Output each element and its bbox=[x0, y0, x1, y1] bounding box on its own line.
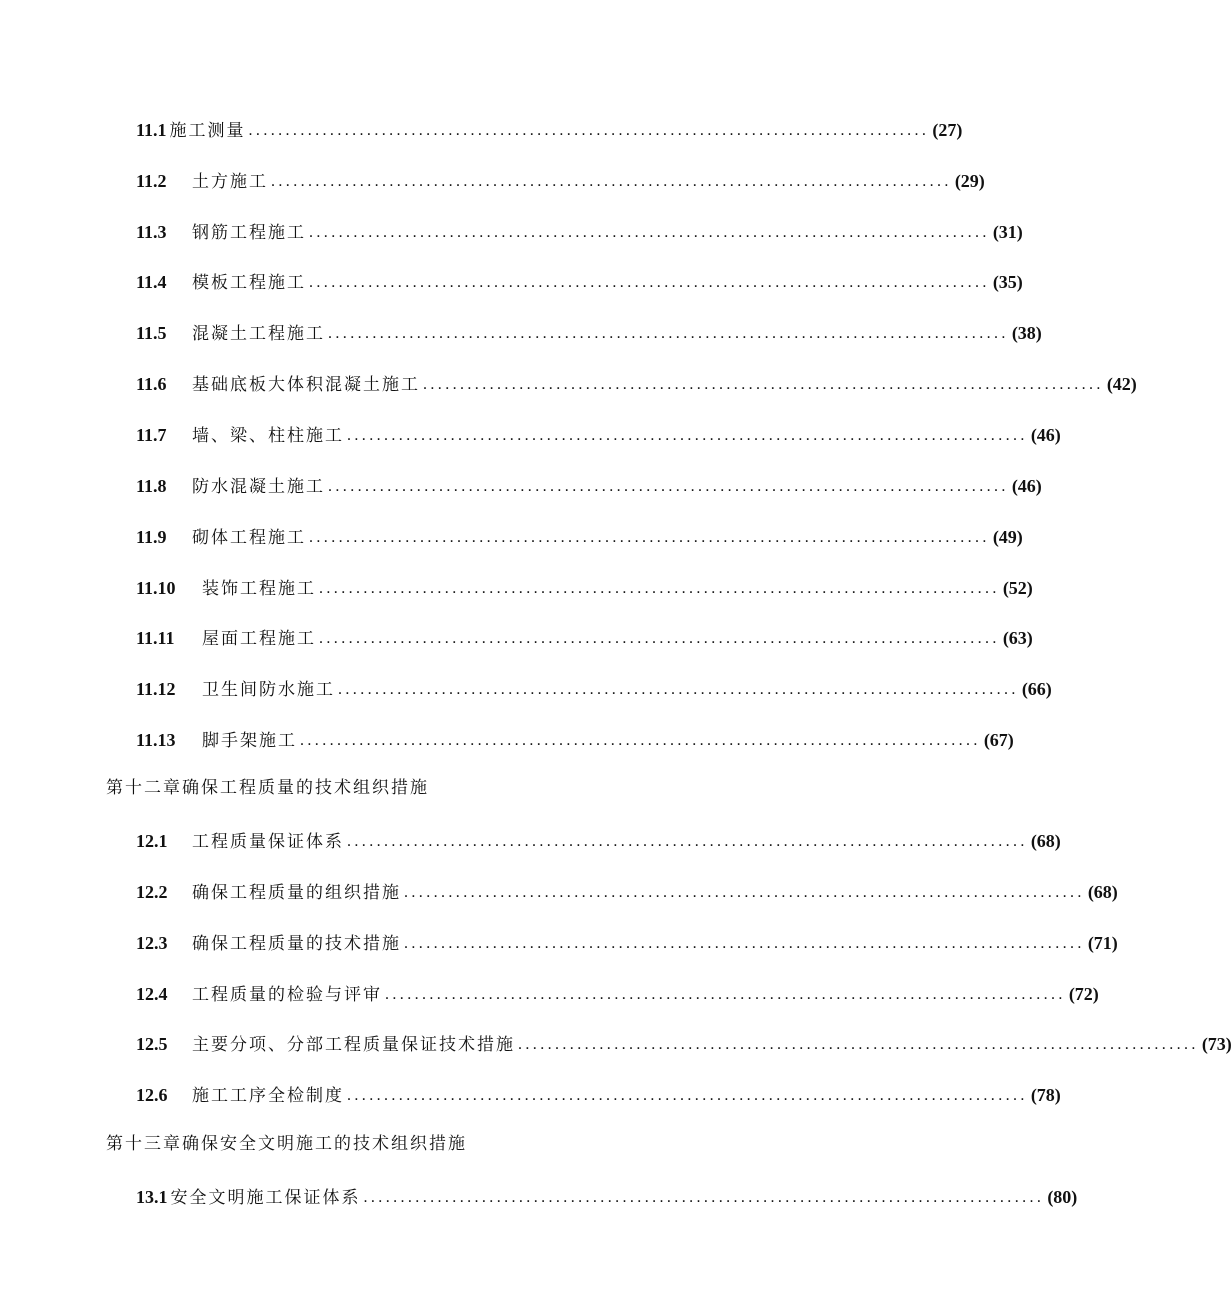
toc-entry-number: 11.13 bbox=[136, 730, 176, 750]
toc-entry-page: (71) bbox=[1087, 933, 1118, 953]
toc-entry-number: 11.6 bbox=[136, 374, 167, 394]
toc-entry[interactable] bbox=[136, 725, 1014, 751]
toc-leader-dots: ............................................................................................ bbox=[404, 884, 1085, 901]
toc-entry[interactable] bbox=[136, 1080, 1061, 1106]
toc-leader-dots: ............................................................................................ bbox=[300, 732, 981, 749]
toc-entry-number: 12.2 bbox=[136, 882, 168, 902]
toc-entry[interactable] bbox=[136, 420, 1061, 446]
toc-entry-title: 确保工程质量的组织措施 bbox=[192, 883, 401, 903]
toc-entry[interactable] bbox=[136, 318, 1042, 344]
toc-entry-number: 11.10 bbox=[136, 578, 176, 598]
toc-entry-page: (68) bbox=[1087, 882, 1118, 902]
toc-entry-title: 工程质量保证体系 bbox=[192, 832, 344, 852]
toc-leader-dots: ............................................................................................ bbox=[423, 376, 1104, 393]
toc-entry[interactable] bbox=[136, 522, 1023, 548]
toc-entry-number: 12.3 bbox=[136, 933, 168, 953]
toc-entry-page: (38) bbox=[1011, 323, 1042, 343]
toc-entry[interactable] bbox=[136, 1029, 1232, 1055]
toc-entry-title: 墙、梁、柱柱施工 bbox=[192, 426, 344, 446]
toc-entry-title: 砌体工程施工 bbox=[192, 528, 306, 548]
toc-entry[interactable] bbox=[136, 166, 985, 192]
toc-entry-title: 屋面工程施工 bbox=[202, 629, 316, 649]
toc-entry-page: (27) bbox=[932, 120, 963, 140]
toc-entry[interactable] bbox=[136, 979, 1099, 1005]
toc-entry[interactable] bbox=[136, 267, 1023, 293]
toc-leader-dots: ............................................................................................ bbox=[328, 478, 1009, 495]
toc-entry-number: 11.4 bbox=[136, 272, 167, 292]
toc-leader-dots: ............................................................................................ bbox=[363, 1189, 1045, 1206]
toc-entry-number: 11.12 bbox=[136, 679, 176, 699]
toc-entry-number: 11.5 bbox=[136, 323, 167, 343]
toc-entry-title: 安全文明施工保证体系 bbox=[170, 1188, 361, 1208]
toc-leader-dots: ............................................................................................ bbox=[347, 833, 1028, 850]
toc-entry[interactable] bbox=[136, 826, 1061, 852]
toc-entry-number: 11.11 bbox=[136, 628, 175, 648]
toc-entry-page: (49) bbox=[992, 527, 1023, 547]
toc-leader-dots: ............................................................................................ bbox=[338, 681, 1019, 698]
toc-entry-page: (42) bbox=[1106, 374, 1137, 394]
toc-entry-page: (29) bbox=[954, 171, 985, 191]
toc-entry-page: (78) bbox=[1030, 1085, 1061, 1105]
toc-entry-number: 12.1 bbox=[136, 831, 168, 851]
toc-leader-dots: ............................................................................................ bbox=[404, 935, 1085, 952]
toc-entry-page: (68) bbox=[1030, 831, 1061, 851]
toc-leader-dots: ............................................................................................ bbox=[518, 1036, 1199, 1053]
toc-entry-page: (46) bbox=[1030, 425, 1061, 445]
toc-entry-number: 11.9 bbox=[136, 527, 167, 547]
toc-leader-dots: ............................................................................................ bbox=[271, 173, 952, 190]
toc-entry-page: (31) bbox=[992, 222, 1023, 242]
toc-entry[interactable] bbox=[136, 877, 1118, 903]
toc-entry-page: (72) bbox=[1068, 984, 1099, 1004]
toc-entry-page: (46) bbox=[1011, 476, 1042, 496]
toc-entry-page: (67) bbox=[983, 730, 1014, 750]
toc-entry-page: (66) bbox=[1021, 679, 1052, 699]
toc-entry[interactable] bbox=[136, 928, 1118, 954]
toc-entry-title: 混凝土工程施工 bbox=[192, 324, 325, 344]
toc-entry-page: (35) bbox=[992, 272, 1023, 292]
toc-entry-number: 12.6 bbox=[136, 1085, 168, 1105]
toc-entry-title: 施工工序全检制度 bbox=[192, 1086, 344, 1106]
toc-leader-dots: ............................................................................................ bbox=[347, 1087, 1028, 1104]
toc-entry-number: 12.5 bbox=[136, 1034, 168, 1054]
toc-leader-dots: ............................................................................................ bbox=[319, 630, 1000, 647]
toc-entry-number: 11.2 bbox=[136, 171, 167, 191]
toc-entry-number: 11.8 bbox=[136, 476, 167, 496]
toc-entry-page: (73) bbox=[1201, 1034, 1232, 1054]
toc-entry[interactable] bbox=[136, 1182, 1078, 1208]
toc-entry-number: 11.3 bbox=[136, 222, 167, 242]
toc-entry-title: 模板工程施工 bbox=[192, 273, 306, 293]
toc-entry[interactable] bbox=[136, 623, 1033, 649]
toc-leader-dots: ............................................................................................ bbox=[309, 274, 990, 291]
toc-entry-number: 13.1 bbox=[136, 1187, 168, 1207]
toc-entry-title: 土方施工 bbox=[192, 172, 268, 192]
toc-leader-dots: ............................................................................................ bbox=[309, 529, 990, 546]
toc-entry-title: 主要分项、分部工程质量保证技术措施 bbox=[192, 1035, 515, 1055]
chapter-heading[interactable]: 第十二章确保工程质量的技术组织措施 bbox=[106, 778, 429, 798]
toc-entry-page: (52) bbox=[1002, 578, 1033, 598]
toc-leader-dots: ............................................................................................ bbox=[347, 427, 1028, 444]
toc-entry-page: (80) bbox=[1047, 1187, 1078, 1207]
toc-entry-title: 钢筋工程施工 bbox=[192, 223, 306, 243]
toc-entry-page: (63) bbox=[1002, 628, 1033, 648]
toc-entry[interactable] bbox=[136, 674, 1052, 700]
toc-entry-number: 11.1 bbox=[136, 120, 167, 140]
toc-entry-title: 工程质量的检验与评审 bbox=[192, 985, 382, 1005]
toc-entry-number: 12.4 bbox=[136, 984, 168, 1004]
toc-entry-number: 11.7 bbox=[136, 425, 167, 445]
toc-leader-dots: ............................................................................................ bbox=[309, 224, 990, 241]
toc-entry-title: 基础底板大体积混凝土施工 bbox=[192, 375, 420, 395]
toc-entry[interactable] bbox=[136, 217, 1023, 243]
toc-entry-title: 确保工程质量的技术措施 bbox=[192, 934, 401, 954]
toc-leader-dots: ............................................................................................ bbox=[319, 580, 1000, 597]
toc-leader-dots: ............................................................................................ bbox=[248, 122, 930, 139]
toc-entry-title: 卫生间防水施工 bbox=[202, 680, 335, 700]
toc-entry-title: 装饰工程施工 bbox=[202, 579, 316, 599]
toc-leader-dots: ............................................................................................ bbox=[328, 325, 1009, 342]
toc-entry-title: 施工测量 bbox=[169, 121, 246, 141]
toc-leader-dots: ............................................................................................ bbox=[385, 986, 1066, 1003]
toc-entry[interactable] bbox=[136, 369, 1137, 395]
toc-entry[interactable] bbox=[136, 115, 963, 141]
toc-entry-title: 脚手架施工 bbox=[202, 731, 297, 751]
toc-entry[interactable] bbox=[136, 471, 1042, 497]
toc-entry-title: 防水混凝土施工 bbox=[192, 477, 325, 497]
chapter-heading[interactable]: 第十三章确保安全文明施工的技术组织措施 bbox=[106, 1134, 467, 1154]
toc-entry[interactable] bbox=[136, 573, 1033, 599]
